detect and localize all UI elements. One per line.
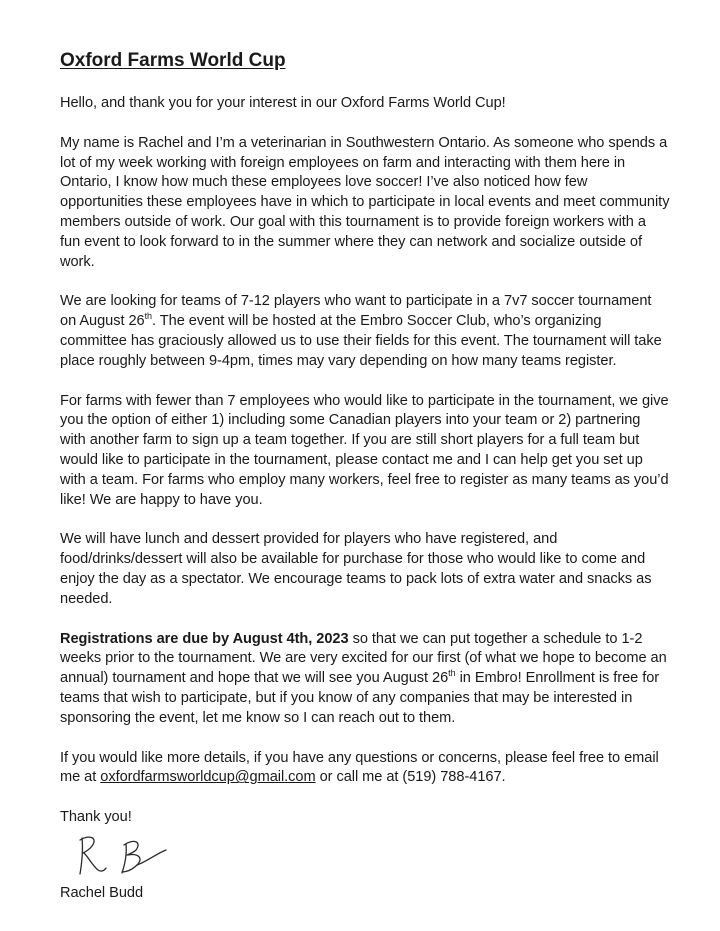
lunch-paragraph: We will have lunch and dessert provided for players who have registered, and food/drinks/dessert will also be available for purchase for those who would like to come and enjoy the day as a spectator. We encourage teams to pack lots of extra water and snacks as needed.: [60, 531, 652, 607]
contact-paragraph: [60, 749, 670, 789]
contact-text-end: or call me at (519) 788-4167.: [315, 769, 506, 786]
small-farms-paragraph: For farms with fewer than 7 employees who would like to participate in the tournament, we give you the option of either 1) including some Canadian players into your team or 2) partnering with another farm to sign up a team together. If you are still short players for a full team but would like to participate in the tournament, please contact me and I can help get you set up with a team. For farms who employ many workers, feel free to register as many teams as you’d like! We are happy to have you.: [60, 392, 669, 508]
teams-text-end: . The event will be hosted at the Embro Soccer Club, who’s organizing committee has graciously allowed us to use their fields for this event. The tournament will take place roughly between 9-4pm, times may vary depending on how many teams register.: [60, 313, 662, 369]
intro-paragraph: My name is Rachel and I’m a veterinarian in Southwestern Ontario. As someone who spends a lot of my week working with foreign employees on farm and interacting with them here in Ontario, I know how much these employees love soccer! I’ve also noticed how few opportunities these employees have in which to participate in local events and meet community members outside of work. Our goal with this tournament is to provide foreign workers with a fun event to look forward to in the summer where they can network and socialize outside of work.: [60, 134, 670, 270]
teams-paragraph: [60, 292, 670, 371]
registration-text-end: in Embro! Enrollment is free for teams that wish to participate, but if you know of any companies that may be interested in sponsoring the event, let me know so I can reach out to them.: [60, 670, 660, 726]
closing-line: Thank you!: [60, 809, 132, 826]
ordinal-suffix: th: [448, 668, 456, 679]
contact-text-start: If you would like more details, if you have any questions or concerns, please feel free to email me at: [60, 749, 659, 786]
email-link[interactable]: oxfordfarmsworldcup@gmail.com: [100, 769, 316, 786]
signer-name: Rachel Budd: [60, 884, 144, 901]
greeting-paragraph: Hello, and thank you for your interest in our Oxford Farms World Cup!: [60, 95, 506, 111]
registration-deadline: Registrations are due by August 4th, 2023: [60, 630, 349, 647]
ordinal-suffix: th: [144, 311, 153, 322]
registration-text-start: so that we can put together a schedule to 1-2 weeks prior to the tournament. We are very excited for our first (of what we hope to become an annual) tournament and hope that we will see you August 26: [60, 630, 667, 687]
registration-paragraph: [60, 630, 670, 729]
handwritten-signature: [74, 832, 184, 878]
teams-text-start: We are looking for teams of 7-12 players who want to participate in a 7v7 soccer tournament on August 26: [60, 293, 652, 330]
letter-title: Oxford Farms World Cup: [60, 50, 286, 71]
